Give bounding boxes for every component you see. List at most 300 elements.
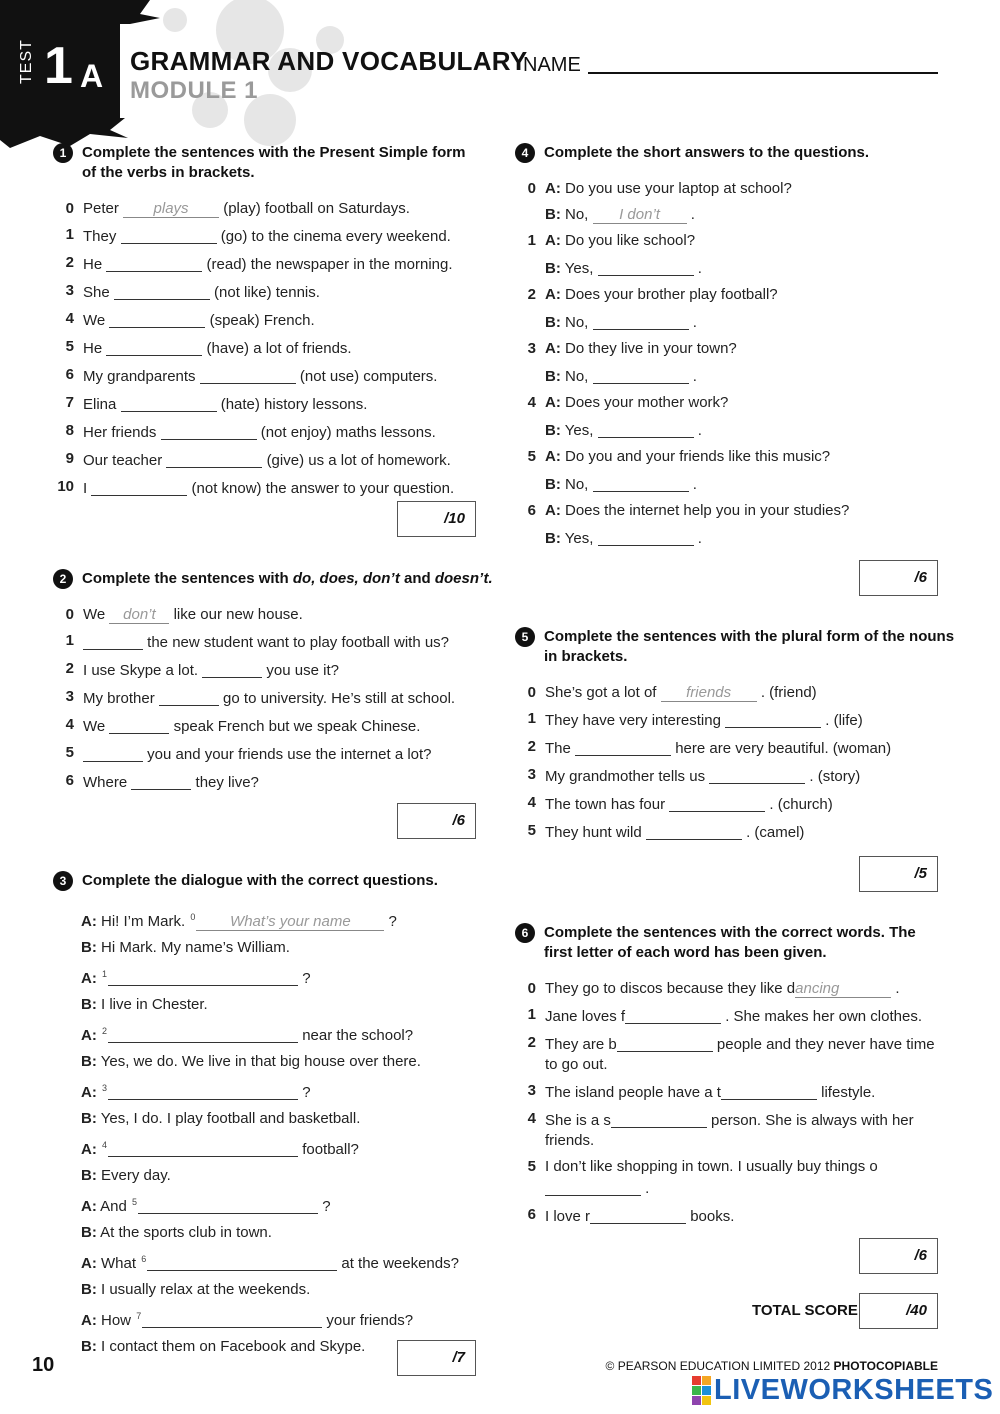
exercise-3-instruction: Complete the dialogue with the correct questions.	[82, 872, 438, 889]
list-item	[515, 765, 955, 787]
example-answer: friends	[661, 685, 757, 702]
item-text	[545, 821, 955, 843]
item-number: 2	[527, 738, 536, 755]
answer-text	[545, 527, 955, 549]
item-text	[83, 743, 493, 765]
list-item	[53, 477, 483, 499]
dialogue-text	[81, 938, 493, 958]
example-answer: I don’t	[593, 207, 687, 224]
item-suffix: your friends?	[326, 1312, 414, 1329]
question-number: 1	[102, 969, 108, 979]
item-text	[83, 199, 483, 219]
question: Does your mother work?	[565, 394, 729, 411]
question-text	[545, 447, 955, 467]
exercise-2-score-box: /6	[397, 803, 476, 839]
dialogue-line	[81, 1166, 493, 1186]
item-text	[545, 1005, 945, 1027]
answer-blank[interactable]	[646, 824, 742, 840]
answer-blank[interactable]	[147, 1255, 337, 1271]
question: Do you and your friends like this music?	[565, 448, 831, 465]
dialogue-text	[81, 1192, 493, 1217]
exercise-5-instruction: Complete the sentences with the plural form of the nouns in brackets.	[544, 628, 955, 665]
question: Do you like school?	[565, 232, 696, 249]
item-prefix: Where	[83, 774, 128, 791]
item-number: 4	[65, 716, 74, 733]
exercise-2-items	[53, 605, 493, 793]
liveworksheets-logo[interactable]	[692, 1374, 993, 1406]
item-text	[545, 1109, 945, 1151]
item-prefix: The	[545, 740, 571, 757]
dialogue-text	[81, 1052, 493, 1072]
item-suffix: (not like) tennis.	[214, 284, 320, 301]
list-item	[53, 743, 493, 765]
item-text	[83, 687, 493, 709]
question-text	[545, 285, 955, 305]
question-number: 6	[141, 1254, 147, 1264]
item-suffix: . (camel)	[746, 824, 805, 841]
speaker-label: A:	[545, 448, 561, 465]
item-number: 4	[65, 310, 74, 327]
answer-blank[interactable]	[545, 1180, 641, 1196]
speaker-label: A:	[545, 180, 561, 197]
dialogue-line	[81, 1280, 493, 1300]
item-text	[83, 631, 493, 653]
item-text	[83, 715, 493, 737]
answer-blank[interactable]	[166, 452, 262, 468]
dialogue-line	[81, 1109, 493, 1129]
speaker-label: A:	[81, 1084, 97, 1101]
answer-blank[interactable]	[725, 712, 821, 728]
speaker-label: B:	[81, 996, 97, 1013]
item-suffix: football?	[302, 1141, 359, 1158]
exercise-6-heading	[515, 923, 945, 963]
dialogue-text	[81, 1021, 493, 1046]
answer-blank[interactable]	[593, 368, 689, 384]
list-item	[515, 1157, 945, 1199]
item-number: 3	[65, 282, 74, 299]
answer-blank[interactable]	[131, 774, 191, 790]
speaker-label: B:	[81, 1338, 97, 1355]
exercise-5-heading	[515, 627, 955, 667]
dialogue-text	[81, 1306, 493, 1331]
item-number: 4	[527, 1110, 536, 1127]
answer-blank[interactable]	[114, 284, 210, 300]
item-number: 2	[527, 1034, 536, 1051]
dialogue-reply: I usually relax at the weekends.	[101, 1281, 311, 1298]
question-number: 0	[190, 912, 196, 922]
list-item	[515, 979, 945, 999]
item-suffix: . (story)	[809, 768, 861, 785]
exercise-1	[53, 143, 483, 505]
item-suffix: books.	[690, 1208, 735, 1225]
answer-prefix: No,	[565, 314, 589, 331]
dialogue-line	[81, 1223, 493, 1243]
item-number: 0	[65, 606, 74, 623]
answer-suffix: .	[697, 530, 702, 547]
item-prefix: The island people have a t	[545, 1084, 721, 1101]
answer-prefix: Yes,	[564, 530, 594, 547]
exercise-3-dialogue	[53, 907, 493, 1357]
item-prefix: I use Skype a lot.	[83, 662, 199, 679]
dialogue-line	[81, 964, 493, 989]
answer-blank[interactable]	[598, 530, 694, 546]
list-item	[515, 709, 955, 731]
item-prefix: She is a s	[545, 1112, 611, 1129]
list-item	[53, 199, 483, 219]
item-suffix: (read) the newspaper in the morning.	[206, 256, 453, 273]
item-prefix: My grandmother tells us	[545, 768, 706, 785]
answer-blank[interactable]	[142, 1312, 322, 1328]
item-prefix: Hi! I’m Mark.	[101, 913, 186, 930]
item-prefix: My grandparents	[83, 368, 196, 385]
exercise-number-badge: 4	[515, 143, 535, 163]
answer-text	[545, 257, 955, 279]
answer-blank[interactable]	[593, 314, 689, 330]
speaker-label: B:	[81, 1110, 97, 1127]
answer-blank[interactable]	[121, 228, 217, 244]
item-text	[545, 1081, 945, 1103]
question: Does the internet help you in your studies?	[565, 502, 850, 519]
answer-line	[515, 419, 955, 441]
speaker-label: B:	[545, 314, 561, 331]
item-number: 1	[65, 632, 74, 649]
answer-blank[interactable]	[109, 312, 205, 328]
item-number: 9	[65, 450, 74, 467]
item-prefix: They are b	[545, 1036, 617, 1053]
answer-blank[interactable]	[83, 746, 143, 762]
dialogue-line	[81, 1249, 493, 1274]
exercise-5-items	[515, 683, 955, 843]
list-item	[53, 631, 493, 653]
speaker-label: B:	[81, 1053, 97, 1070]
item-text	[545, 1033, 945, 1075]
item-suffix: at the weekends?	[341, 1255, 459, 1272]
test-label-tab	[0, 22, 120, 120]
item-number: 3	[65, 688, 74, 705]
answer-blank[interactable]	[108, 1084, 298, 1100]
total-score-box: /40	[859, 1293, 938, 1329]
speaker-label: B:	[545, 530, 561, 547]
item-number: 6	[65, 772, 74, 789]
answer-blank[interactable]	[721, 1084, 817, 1100]
question-line	[515, 179, 955, 199]
dialogue-text	[81, 1166, 493, 1186]
answer-blank[interactable]	[106, 340, 202, 356]
speaker-label: A:	[545, 232, 561, 249]
dialogue-reply: Hi Mark. My name’s William.	[101, 939, 290, 956]
answer-blank[interactable]	[109, 718, 169, 734]
exercise-number-badge: 2	[53, 569, 73, 589]
item-prefix: How	[101, 1312, 132, 1329]
item-suffix: . (friend)	[760, 684, 817, 701]
speaker-label: A:	[81, 1141, 97, 1158]
item-suffix: .	[645, 1180, 650, 1197]
exercise-2-instruction: Complete the sentences with do, does, don’t and doesn’t.	[82, 570, 493, 587]
answer-blank[interactable]	[108, 1141, 298, 1157]
exercise-2-heading	[53, 569, 493, 589]
question-text	[545, 393, 955, 413]
item-text	[83, 449, 483, 471]
list-item	[515, 683, 955, 703]
question-number: 3	[102, 1083, 108, 1093]
exercise-1-heading	[53, 143, 483, 183]
question-line	[515, 339, 955, 359]
dialogue-reply: Yes, I do. I play football and basketball.	[100, 1110, 361, 1127]
list-item	[53, 309, 483, 331]
item-number: 4	[527, 394, 536, 411]
answer-blank[interactable]	[200, 368, 296, 384]
answer-text	[545, 311, 955, 333]
item-prefix: He	[83, 340, 103, 357]
dialogue-reply: I live in Chester.	[101, 996, 208, 1013]
answer-suffix: .	[697, 422, 702, 439]
answer-suffix: .	[690, 206, 695, 223]
item-text	[83, 365, 483, 387]
list-item	[515, 1033, 945, 1075]
answer-blank[interactable]	[159, 690, 219, 706]
speaker-label: A:	[545, 286, 561, 303]
exercise-number-badge: 1	[53, 143, 73, 163]
item-text	[545, 683, 955, 703]
item-suffix: lifestyle.	[821, 1084, 876, 1101]
question-text	[545, 179, 955, 199]
answer-blank[interactable]	[617, 1036, 713, 1052]
item-text	[545, 737, 955, 759]
answer-blank[interactable]	[611, 1112, 707, 1128]
item-number: 3	[527, 340, 536, 357]
item-suffix: person. She is always with her friends.	[545, 1112, 914, 1149]
answer-blank[interactable]	[108, 970, 298, 986]
dialogue-line	[81, 1021, 493, 1046]
item-prefix: The town has four	[545, 796, 666, 813]
item-suffix: (have) a lot of friends.	[206, 340, 352, 357]
dialogue-reply: I contact them on Facebook and Skype.	[101, 1338, 366, 1355]
speaker-label: A:	[81, 913, 97, 930]
dialogue-line	[81, 1135, 493, 1160]
item-suffix: (not use) computers.	[299, 368, 438, 385]
item-text	[83, 771, 493, 793]
item-suffix: . She makes her own clothes.	[725, 1008, 922, 1025]
speaker-label: B:	[545, 476, 561, 493]
question-text	[545, 339, 955, 359]
item-suffix: ?	[322, 1198, 331, 1215]
item-number: 0	[527, 684, 536, 701]
item-number: 10	[57, 478, 74, 495]
item-text	[545, 1157, 945, 1199]
exercise-1-score-box: /10	[397, 501, 476, 537]
speaker-label: A:	[545, 340, 561, 357]
answer-suffix: .	[692, 314, 697, 331]
speaker-label: A:	[81, 970, 97, 987]
item-number: 2	[527, 286, 536, 303]
list-item	[515, 737, 955, 759]
item-suffix: (speak) French.	[209, 312, 315, 329]
liveworksheets-brand-text: LIVEWORKSHEETS	[714, 1373, 994, 1406]
item-prefix: He	[83, 256, 103, 273]
answer-line	[515, 257, 955, 279]
dialogue-reply: Yes, we do. We live in that big house over there.	[100, 1053, 421, 1070]
item-prefix: They hunt wild	[545, 824, 642, 841]
answer-blank[interactable]	[161, 424, 257, 440]
exercise-6-score-box: /6	[859, 1238, 938, 1274]
answer-prefix: Yes,	[564, 260, 594, 277]
question: Does your brother play football?	[565, 286, 778, 303]
item-prefix: They	[83, 228, 117, 245]
answer-text	[545, 365, 955, 387]
exercise-4-score-box: /6	[859, 560, 938, 596]
answer-blank[interactable]	[590, 1208, 686, 1224]
item-number: 5	[527, 822, 536, 839]
answer-blank[interactable]	[575, 740, 671, 756]
dialogue-reply: Every day.	[101, 1167, 171, 1184]
answer-blank[interactable]	[108, 1027, 298, 1043]
answer-blank[interactable]	[669, 796, 765, 812]
list-item	[53, 659, 493, 681]
speaker-label: A:	[81, 1255, 97, 1272]
test-letter: A	[80, 58, 104, 94]
dialogue-text	[81, 1223, 493, 1243]
list-item	[515, 1109, 945, 1151]
answer-blank[interactable]	[709, 768, 805, 784]
list-item	[53, 253, 483, 275]
item-text	[545, 793, 955, 815]
exercise-1-instruction: Complete the sentences with the Present Simple form of the verbs in brackets.	[82, 144, 466, 181]
list-item	[515, 1005, 945, 1027]
question-text	[545, 501, 955, 521]
item-prefix: They have very interesting	[545, 712, 721, 729]
answer-blank[interactable]	[598, 422, 694, 438]
item-prefix: We	[83, 606, 106, 623]
example-answer: ancing	[795, 981, 891, 998]
speaker-label: B:	[545, 206, 561, 223]
answer-line	[515, 473, 955, 495]
dialogue-line	[81, 938, 493, 958]
example-answer: What’s your name	[196, 914, 384, 931]
item-prefix: Elina	[83, 396, 117, 413]
answer-blank[interactable]	[83, 634, 143, 650]
exercise-number-badge: 5	[515, 627, 535, 647]
item-text	[545, 765, 955, 787]
speaker-label: B:	[81, 1167, 97, 1184]
question-line	[515, 231, 955, 251]
item-suffix: (not enjoy) maths lessons.	[260, 424, 436, 441]
item-prefix: My brother	[83, 690, 155, 707]
item-number: 6	[527, 1206, 536, 1223]
dialogue-text	[81, 1135, 493, 1160]
list-item	[53, 715, 493, 737]
dialogue-line	[81, 1078, 493, 1103]
exercise-3-score-box: /7	[397, 1340, 476, 1376]
dialogue-line	[81, 1306, 493, 1331]
dialogue-text	[81, 1249, 493, 1274]
exercise-4	[515, 143, 955, 555]
exercise-3	[53, 871, 493, 1363]
question-line	[515, 285, 955, 305]
answer-blank[interactable]	[625, 1008, 721, 1024]
name-label: NAME	[523, 54, 581, 76]
item-number: 0	[527, 180, 536, 197]
exercise-4-instruction: Complete the short answers to the questions.	[544, 144, 870, 161]
question-number: 2	[102, 1026, 108, 1036]
answer-blank[interactable]	[202, 662, 262, 678]
item-suffix: go to university. He’s still at school.	[223, 690, 456, 707]
answer-text	[545, 473, 955, 495]
exercise-6-items	[515, 979, 945, 1227]
answer-blank[interactable]	[121, 396, 217, 412]
speaker-label: A:	[81, 1198, 97, 1215]
dialogue-line	[81, 995, 493, 1015]
list-item	[515, 1081, 945, 1103]
liveworksheets-logo-icon	[692, 1376, 711, 1405]
item-suffix: near the school?	[302, 1027, 414, 1044]
speaker-label: B:	[545, 422, 561, 439]
list-item	[53, 337, 483, 359]
list-item	[53, 225, 483, 247]
answer-text	[545, 419, 955, 441]
list-item	[53, 421, 483, 443]
answer-blank[interactable]	[106, 256, 202, 272]
item-number: 3	[527, 766, 536, 783]
name-field[interactable]	[588, 72, 938, 74]
item-number: 4	[527, 794, 536, 811]
item-suffix: ?	[302, 1084, 311, 1101]
item-suffix: like our new house.	[173, 606, 303, 623]
dialogue-text	[81, 964, 493, 989]
answer-line	[515, 311, 955, 333]
answer-text	[545, 205, 955, 225]
question-line	[515, 447, 955, 467]
item-prefix: Peter	[83, 200, 119, 217]
exercise-6	[515, 923, 945, 1233]
list-item	[515, 821, 955, 843]
item-suffix: . (life)	[825, 712, 863, 729]
example-answer: don’t	[109, 607, 169, 624]
item-number: 6	[65, 366, 74, 383]
item-number: 5	[527, 448, 536, 465]
example-answer: plays	[123, 201, 219, 218]
answer-prefix: No,	[565, 476, 589, 493]
answer-prefix: No,	[565, 368, 589, 385]
speaker-label: B:	[81, 939, 97, 956]
speaker-label: B:	[545, 260, 561, 277]
copyright-notice: © PEARSON EDUCATION LIMITED 2012 PHOTOCOPIABLE	[605, 1359, 938, 1373]
question-line	[515, 393, 955, 413]
list-item	[515, 1205, 945, 1227]
item-number: 2	[65, 254, 74, 271]
dialogue-reply: At the sports club in town.	[100, 1224, 272, 1241]
question-number: 4	[102, 1140, 108, 1150]
answer-blank[interactable]	[138, 1198, 318, 1214]
answer-blank[interactable]	[91, 480, 187, 496]
exercise-5-score-box: /5	[859, 856, 938, 892]
item-prefix: What	[101, 1255, 137, 1272]
answer-blank[interactable]	[598, 260, 694, 276]
answer-suffix: .	[692, 476, 697, 493]
item-suffix: ?	[388, 913, 397, 930]
item-prefix: I don’t like shopping in town. I usually buy things o	[545, 1158, 878, 1175]
item-prefix: Our teacher	[83, 452, 163, 469]
item-suffix: (go) to the cinema every weekend.	[220, 228, 451, 245]
speaker-label: A:	[545, 502, 561, 519]
list-item	[53, 365, 483, 387]
page-subtitle: MODULE 1	[130, 77, 259, 104]
dialogue-text	[81, 1280, 493, 1300]
list-item	[53, 449, 483, 471]
item-suffix: . (church)	[769, 796, 833, 813]
item-suffix: (hate) history lessons.	[220, 396, 368, 413]
exercise-3-heading	[53, 871, 493, 891]
answer-blank[interactable]	[593, 476, 689, 492]
